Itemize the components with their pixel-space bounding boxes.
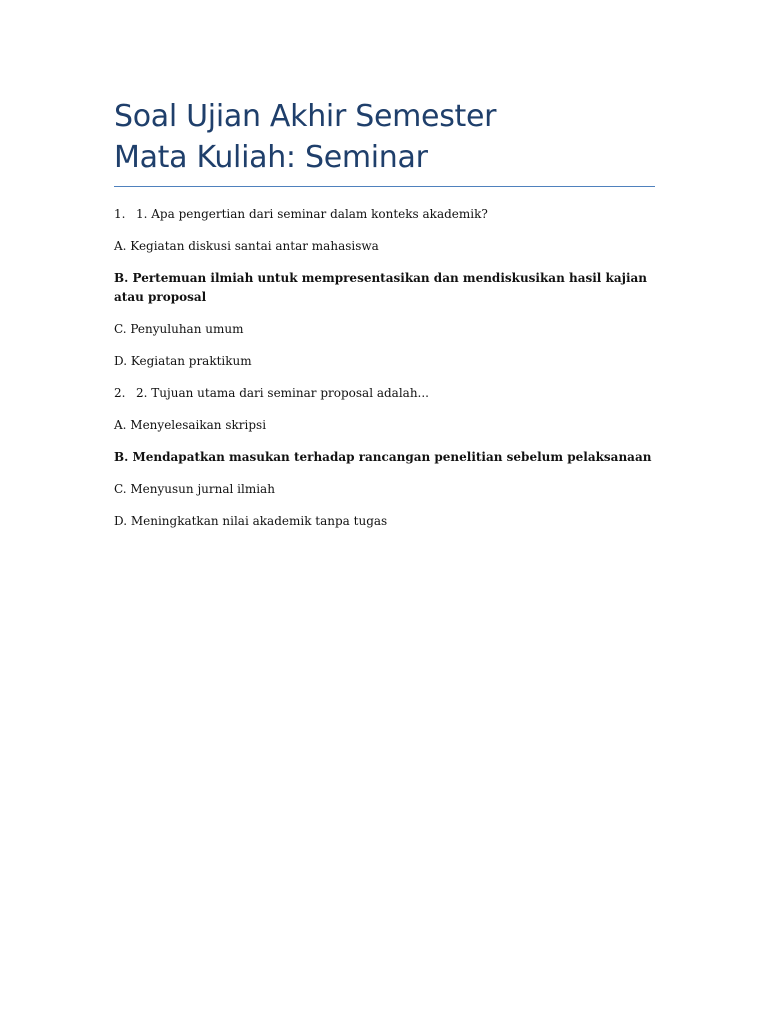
title-line-1: Soal Ujian Akhir Semester [114, 99, 497, 134]
option-d: D. Kegiatan praktikum [114, 354, 252, 368]
title-divider [114, 186, 655, 187]
question-number: 2. [114, 386, 126, 400]
question-2 [114, 384, 655, 531]
question-1 [114, 205, 655, 371]
question-label: 1. Apa pengertian dari seminar dalam konteks akademik? [136, 207, 488, 221]
option-c: C. Menyusun jurnal ilmiah [114, 482, 275, 496]
option-d: D. Meningkatkan nilai akademik tanpa tugas [114, 514, 388, 528]
question-label: 2. Tujuan utama dari seminar proposal adalah... [136, 386, 429, 400]
option-a: A. Kegiatan diskusi santai antar mahasiswa [114, 239, 379, 253]
document-title [114, 96, 655, 178]
option-c: C. Penyuluhan umum [114, 322, 244, 336]
document-page [114, 96, 655, 544]
question-text [114, 205, 655, 224]
question-number: 1. [114, 207, 126, 221]
question-text [114, 384, 655, 403]
title-line-2: Mata Kuliah: Seminar [114, 140, 428, 175]
option-a: A. Menyelesaikan skripsi [114, 418, 267, 432]
option-b-correct: B. Pertemuan ilmiah untuk mempresentasikan dan mendiskusikan hasil kajian atau proposal [114, 271, 648, 304]
option-b-correct: B. Mendapatkan masukan terhadap rancangan penelitian sebelum pelaksanaan [114, 450, 652, 464]
